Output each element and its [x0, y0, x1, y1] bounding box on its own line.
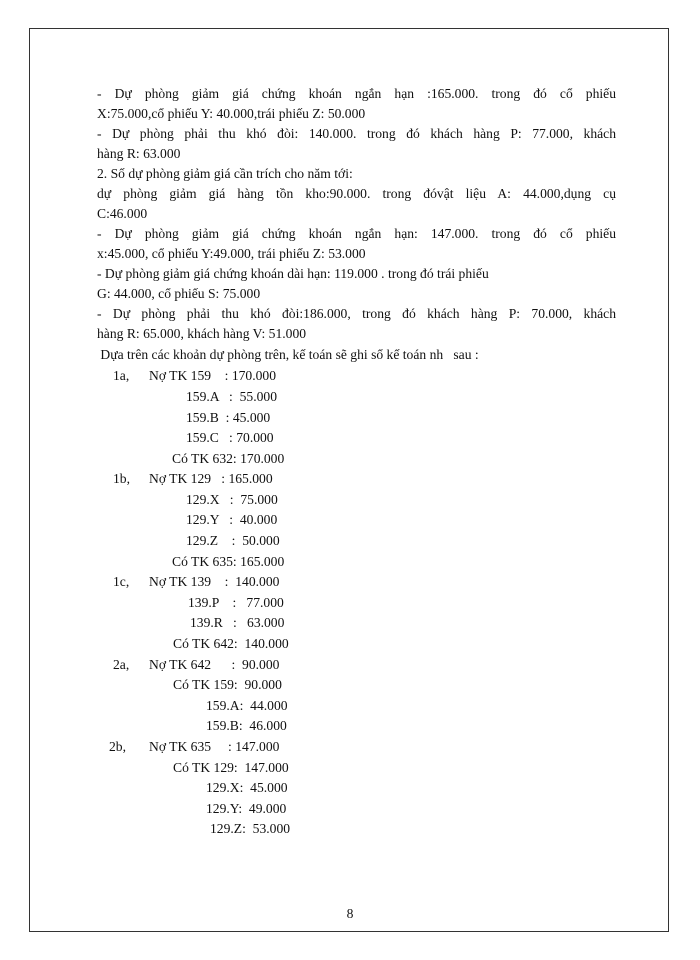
journal-line: 159.B: 46.000 [206, 718, 287, 733]
journal-line: 139.R : 63.000 [190, 615, 285, 630]
journal-line: 159.B : 45.000 [186, 410, 271, 425]
paragraph-line: dự phòng giảm giá hàng tồn kho:90.000. trong đóvật liệu A: 44.000,dụng cụ [97, 186, 616, 201]
journal-line: 129.Y : 40.000 [186, 512, 278, 527]
entry-label: 1b, [113, 471, 130, 486]
paragraph-bad-debt-reserve [97, 124, 616, 164]
page-number: 8 [346, 906, 354, 921]
paragraph-short-term-securities-reserve [97, 84, 616, 124]
paragraph-line: - Dự phòng giảm giá chứng khoán ngắn hạn: 147.000. trong đó cổ phiếu [97, 226, 616, 241]
journal-line: Có TK 129: 147.000 [173, 760, 289, 775]
entry-label: 2a, [113, 657, 130, 672]
journal-line: Có TK 159: 90.000 [173, 677, 282, 692]
journal-line: 159.C : 70.000 [186, 430, 274, 445]
paragraph-line: x:45.000, cổ phiếu Y:49.000, trái phiếu Z: 53.000 [97, 246, 366, 261]
paragraph-inventory-reserve [97, 184, 616, 224]
paragraph-short-term-securities-next-year [97, 224, 616, 264]
entry-label: 1c, [113, 574, 130, 589]
entry-label: 2b, [109, 739, 126, 754]
section-heading: 2. Số dự phòng giảm giá cần trích cho năm tới: [97, 166, 353, 181]
paragraph-bad-debt-next-year [97, 304, 616, 344]
paragraph-line: hàng R: 65.000, khách hàng V: 51.000 [97, 326, 307, 341]
entry-label: 1a, [113, 368, 130, 383]
journal-line: Nợ TK 139 : 140.000 [149, 574, 280, 589]
paragraph-line: hàng R: 63.000 [97, 146, 181, 161]
paragraph-long-term-securities: - Dự phòng giảm giá chứng khoán dài hạn: 119.000 . trong đó trái phiếu [97, 266, 489, 281]
paragraph-line: C:46.000 [97, 206, 148, 221]
journal-line: 129.Y: 49.000 [206, 801, 287, 816]
journal-line: 159.A : 55.000 [186, 389, 278, 404]
journal-line: Có TK 642: 140.000 [173, 636, 289, 651]
journal-line: Nợ TK 159 : 170.000 [149, 368, 277, 383]
journal-line: 129.Z : 50.000 [186, 533, 280, 548]
paragraph-line: - Dự phòng phải thu khó đòi: 140.000. trong đó khách hàng P: 77.000, khách [97, 126, 616, 141]
journal-line: Nợ TK 642 : 90.000 [149, 657, 280, 672]
journal-line: 129.Z: 53.000 [210, 821, 291, 836]
journal-line: 139.P : 77.000 [188, 595, 284, 610]
journal-line: Nợ TK 129 : 165.000 [149, 471, 273, 486]
journal-line: Có TK 635: 165.000 [172, 554, 285, 569]
journal-line: 159.A: 44.000 [206, 698, 288, 713]
journal-line: 129.X: 45.000 [206, 780, 288, 795]
journal-line: 129.X : 75.000 [186, 492, 278, 507]
journal-intro: Dựa trên các khoản dự phòng trên, kế toán sẽ ghi sổ kế toán nh sau : [97, 347, 479, 362]
paragraph-line: - Dự phòng giảm giá chứng khoán ngắn hạn :165.000. trong đó cổ phiếu [97, 86, 616, 101]
paragraph-long-term-securities-detail: G: 44.000, cổ phiếu S: 75.000 [97, 286, 261, 301]
journal-line: Nợ TK 635 : 147.000 [149, 739, 280, 754]
journal-line: Có TK 632: 170.000 [172, 451, 285, 466]
paragraph-line: - Dự phòng phải thu khó đòi:186.000, trong đó khách hàng P: 70.000, khách [97, 306, 616, 321]
paragraph-line: X:75.000,cổ phiếu Y: 40.000,trái phiếu Z: 50.000 [97, 106, 366, 121]
